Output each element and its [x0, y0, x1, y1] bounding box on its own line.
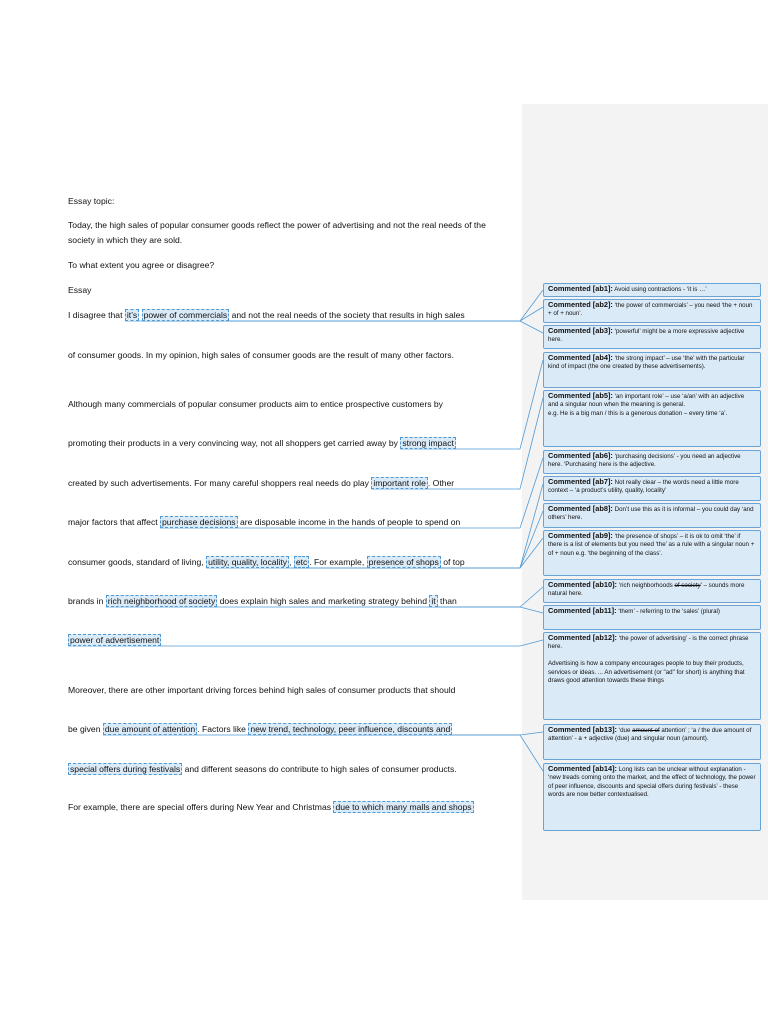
- comment-ab8[interactable]: [543, 503, 761, 528]
- comment-title: Commented [ab7]:: [548, 477, 613, 486]
- comment-title: Commented [ab1]:: [548, 284, 613, 293]
- highlight-ab11[interactable]: it: [431, 596, 436, 606]
- comment-ab5[interactable]: [543, 390, 761, 447]
- essay-line-4: promoting their products in a very convincing way, not all shoppers get carried away by strong impact: [68, 438, 454, 448]
- comment-ab10[interactable]: [543, 579, 761, 603]
- highlight-ab5[interactable]: important role: [373, 478, 426, 488]
- comment-body: ‘purchasing decisions’ - you need an adjective here. ‘Purchasing’ here is the adjective.: [548, 453, 741, 469]
- comment-body: ‘the power of commercials’ – you need ‘the + noun + of + noun’.: [548, 302, 753, 318]
- comment-body: ‘the strong impact’ – use ‘the’ with the particular kind of impact (the one created by these advertisements).: [548, 355, 745, 371]
- highlight-ab4[interactable]: strong impact: [402, 438, 454, 448]
- highlight-ab14[interactable]: new trend, technology, peer influence, discounts and: [250, 724, 451, 734]
- essay-line-2: of consumer goods. In my opinion, high sales of consumer goods are the result of many other factors.: [68, 350, 454, 360]
- comment-body: ‘the presence of shops’ – it is ok to omit ‘the’ if there is a list of elements but you need ‘the’ as a rule with a singular noun + of + noun e.g. ‘the beginning of the class’.: [548, 533, 755, 557]
- highlight-ab13[interactable]: due amount of attention: [104, 724, 196, 734]
- comment-body: Avoid using contractions - ‘it is …’: [612, 286, 707, 293]
- comment-body: ‘rich neighborhoods: [617, 582, 675, 589]
- comment-body: Don’t use this as it is informal – you could day ‘and others’ here.: [548, 506, 754, 522]
- comment-ab11[interactable]: [543, 605, 761, 630]
- essay-label: Essay: [68, 285, 92, 295]
- comment-title: Commented [ab2]:: [548, 300, 613, 309]
- comment-body-end: attention’ ; ‘a / the due amount of attention’ - a + adjective (due) and singular noun (amount).: [548, 727, 752, 743]
- comment-body: ‘the power of advertising’ - is the correct phrase here. Advertising is how a company encourages people to buy their products, services or ideas. ... An advertisement (or "ad" for short) is anything that draws good attention towards these things: [548, 635, 749, 685]
- essay-line-5: created by such advertisements. For many careful shoppers real needs do play important role . Other: [68, 478, 455, 488]
- essay-topic-label: Essay topic:: [68, 196, 115, 206]
- essay-line-8: brands in rich neighborhood of society does explain high sales and marketing strategy behind it than: [68, 596, 457, 606]
- comment-title: Commented [ab9]:: [548, 531, 613, 540]
- comment-ab6[interactable]: [543, 450, 761, 474]
- comment-ab14[interactable]: [543, 763, 761, 831]
- comment-body: Not really clear – the words need a little more context – ‘a product’s utility, quality, locality’: [548, 479, 739, 495]
- comment-body: ‘due: [617, 727, 633, 734]
- highlight-ab12[interactable]: power of advertisement: [70, 635, 160, 645]
- comment-title: Commented [ab11]:: [548, 606, 617, 615]
- comment-body: ‘powerful’ might be a more expressive adjective here.: [548, 328, 745, 344]
- comment-strikethrough: amount of: [632, 727, 660, 734]
- highlight-ab9[interactable]: presence of shops: [368, 557, 439, 567]
- highlight-ab2[interactable]: power of commercials: [143, 310, 228, 320]
- essay-line-10: Moreover, there are other important driving forces behind high sales of consumer products that should: [68, 685, 456, 695]
- essay-line-1: I disagree that it’s power of commercials and not the real needs of the society that results in high sales: [68, 310, 465, 320]
- essay-line-13: For example, there are special offers during New Year and Christmas due to which many malls and shops: [68, 802, 472, 812]
- comment-title: Commented [ab4]:: [548, 353, 613, 362]
- essay-line-6: major factors that affect purchase decisions are disposable income in the hands of people to spend on: [68, 517, 461, 527]
- comment-title: Commented [ab12]:: [548, 633, 617, 642]
- highlight-ab1[interactable]: it’s: [126, 310, 138, 320]
- essay-line-3: Although many commercials of popular consumer products aim to entice prospective customers by: [68, 399, 443, 409]
- comment-body: Long lists can be unclear without explanation - ‘new treads coming onto the market, and the effect of technology, the power of peer influence, discounts and special offers during festivals’ - these words are now better contextualised.: [548, 766, 756, 799]
- comment-ab9[interactable]: [543, 530, 761, 576]
- comment-body-end: ’ – sounds more natural here.: [548, 582, 745, 598]
- highlight-ab8[interactable]: etc: [295, 557, 308, 567]
- comment-body: ‘them’ - referring to the ‘sales’ (plural): [616, 608, 720, 615]
- highlight-pending[interactable]: due to which many malls and shops: [335, 802, 472, 812]
- comment-body: ‘an important role’ – use ‘a/an’ with an adjective and a singular noun when the meaning is general. e.g. He is a big man / this is a generous donation – every time ‘a’.: [548, 393, 745, 417]
- highlight-ab14-continued[interactable]: special offers during festivals: [70, 764, 181, 774]
- comment-ab3[interactable]: [543, 325, 761, 349]
- comment-ab13[interactable]: [543, 724, 761, 760]
- essay-line-7: consumer goods, standard of living, utility, quality, locality , etc . For example, presence of shops of top: [68, 557, 465, 567]
- comment-ab4[interactable]: [543, 352, 761, 388]
- comment-ab12[interactable]: [543, 632, 761, 720]
- highlight-ab10[interactable]: rich neighborhood of society: [107, 596, 216, 606]
- essay-question: To what extent you agree or disagree?: [68, 260, 215, 270]
- essay-line-12: special offers during festivals and different seasons do contribute to high sales of consumer products.: [70, 764, 457, 774]
- comment-ab2[interactable]: [543, 299, 761, 323]
- comment-ab1[interactable]: [543, 283, 761, 297]
- comment-title: Commented [ab13]:: [548, 725, 617, 734]
- comment-title: Commented [ab6]:: [548, 451, 613, 460]
- comment-title: Commented [ab3]:: [548, 326, 613, 335]
- essay-line-9: [68, 633, 161, 648]
- essay-topic-text: Today, the high sales of popular consumer goods reflect the power of advertising and not the real needs of the society in which they are sold.: [68, 220, 486, 245]
- comment-title: Commented [ab10]:: [548, 580, 617, 589]
- essay-line-11: be given due amount of attention . Factors like new trend, technology, peer influence, discounts and: [68, 724, 451, 734]
- comment-ab7[interactable]: [543, 476, 761, 501]
- comment-title: Commented [ab8]:: [548, 504, 613, 513]
- highlight-ab7[interactable]: utility, quality, locality: [208, 557, 288, 567]
- highlight-ab6[interactable]: purchase decisions: [162, 517, 236, 527]
- comment-title: Commented [ab14]:: [548, 764, 617, 773]
- comment-title: Commented [ab5]:: [548, 391, 613, 400]
- comment-strikethrough: of society: [674, 582, 701, 589]
